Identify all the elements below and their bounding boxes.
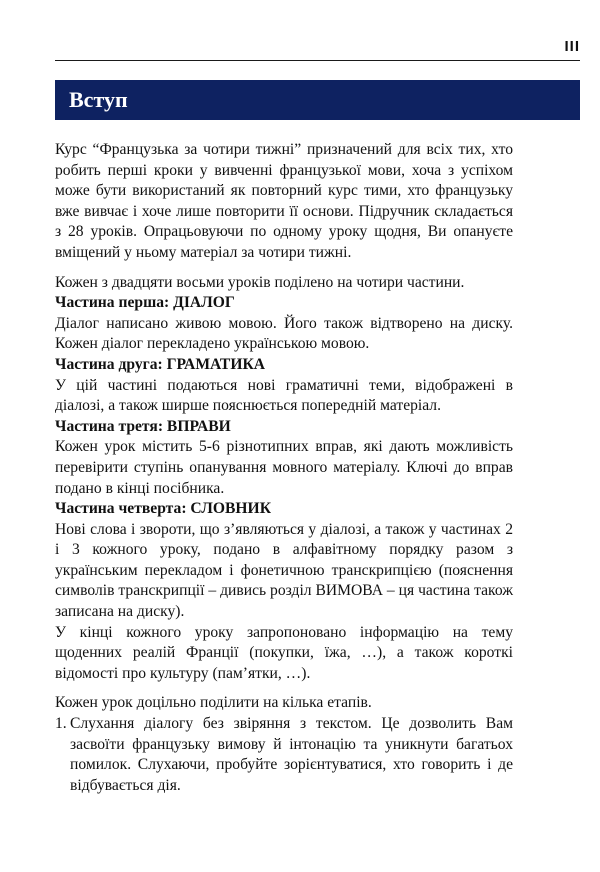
list-item-text: Слухання діалогу без звіряння з текстом. Це дозволить Вам засвоїти французьку вимову й інтонацію та уникнути багатьох помилок. Слухаючи, пробуйте зорієнтуватися, хто говорить і де відбувається дія.	[70, 715, 513, 794]
part-heading-exercises: Частина третя: ВПРАВИ	[55, 417, 231, 435]
page-number: III	[564, 38, 580, 55]
parts-intro-paragraph: Кожен з двадцяти восьми уроків поділено на чотири частини.	[55, 273, 465, 291]
part-text-grammar: У цій частині подаються нові граматичні теми, відображені в діалозі, а також ширше пояснюється попередній матеріал.	[55, 376, 513, 415]
part-text-dialog: Діалог написано живою мовою. Його також відтворено на диску. Кожен діалог перекладено українською мовою.	[55, 314, 513, 353]
part-text-vocabulary: Нові слова і звороти, що з’являються у діалозі, а також у частинах 2 і 3 кожного уроку, подано в алфавітному порядку разом з українським перекладом і фонетичною транскрипцією (пояснення символів транскрипції – дивись розділ ВИМОВА – ця частина також записана на диску).	[55, 520, 513, 621]
section-title-bar	[55, 80, 580, 120]
part-heading-grammar: Частина друга: ГРАМАТИКА	[55, 355, 266, 373]
part-text-exercises: Кожен урок містить 5-6 різнотипних вправ, які дають можливість перевірити ступінь опанування мовного матеріалу. Ключі до вправ подано в кінці посібника.	[55, 438, 513, 497]
part-heading-dialog: Частина перша: ДІАЛОГ	[55, 294, 235, 312]
list-item	[55, 714, 513, 796]
body-text	[55, 140, 513, 796]
part-heading-vocabulary: Частина четверта: СЛОВНИК	[55, 500, 271, 518]
header-rule	[55, 60, 580, 61]
intro-paragraph: Курс “Французька за чотири тижні” призначений для всіх тих, хто робить перші кроки у вивченні французької мови, хоча з успіхом може бути використаний як повторний курс тими, хто французьку вже вивчає і хоче лише повторити її основи. Підручник складається з 28 уроків. Опрацьовуючи по одному уроку щодня, Ви опануєте вміщений у ньому матеріал за чотири тижні.	[55, 141, 513, 261]
closing-paragraph: У кінці кожного уроку запропоновано інформацію на тему щоденних реалій Франції (покупки, їжа, …), а також короткі відомості про культуру (пам’ятки, …).	[55, 623, 513, 682]
section-title: Вступ	[69, 87, 128, 112]
list-item-number: 1.	[55, 715, 67, 733]
stages-list	[55, 714, 513, 796]
stages-intro: Кожен урок доцільно поділити на кілька етапів.	[55, 694, 372, 712]
